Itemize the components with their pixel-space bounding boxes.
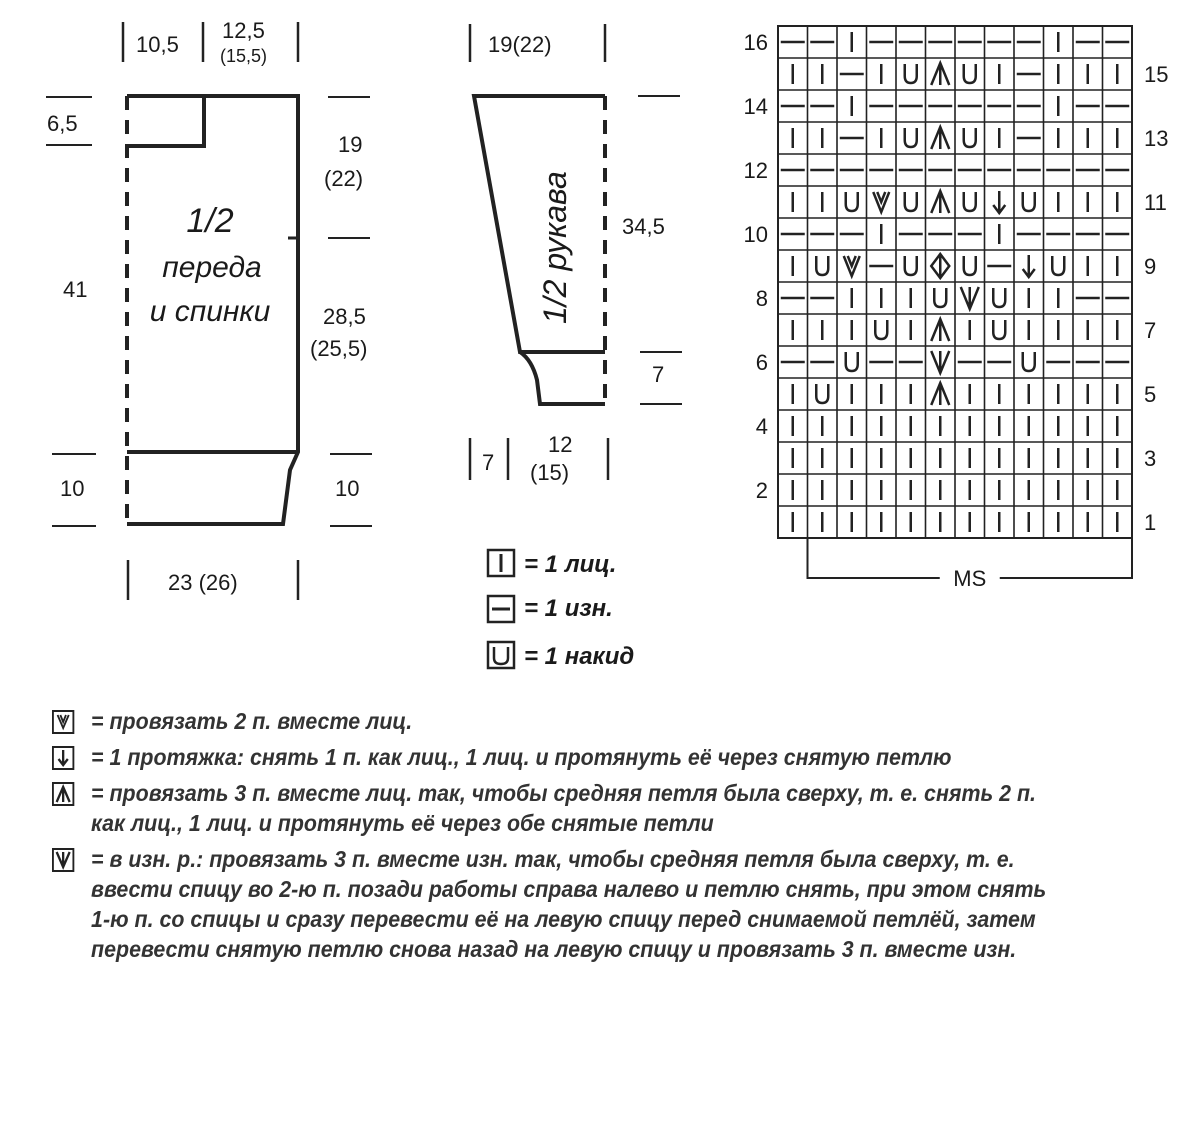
- note-k2tog-text: = провязать 2 п. вместе лиц.: [91, 708, 413, 734]
- row-number-left: 16: [743, 30, 768, 55]
- row-number-right: 9: [1144, 254, 1157, 279]
- legend-knit-text: = 1 лиц.: [524, 551, 617, 578]
- repeat-label: MS: [953, 566, 987, 591]
- row-number-right: 15: [1144, 62, 1169, 87]
- body-title-fraction: 1/2: [186, 202, 234, 240]
- legend-yarn-over: [488, 642, 634, 670]
- legend-purl-text: = 1 изн.: [524, 595, 613, 622]
- repeat-bracket-right: [1000, 538, 1132, 578]
- row-number-right: 11: [1144, 190, 1167, 215]
- row-number-right: 3: [1144, 446, 1157, 471]
- ssk-icon: [52, 746, 74, 770]
- row-number-right: 13: [1144, 126, 1169, 151]
- row-number-right: 5: [1144, 382, 1157, 407]
- k2tog-icon: [52, 710, 74, 734]
- body-left-height: 41: [63, 277, 88, 302]
- cdd-icon: [52, 782, 74, 806]
- sleeve-bottom-width: 12: [548, 432, 573, 457]
- row-number-left: 8: [755, 286, 768, 311]
- body-lower-right-height-alt: (25,5): [310, 336, 368, 361]
- legend-knit: [488, 550, 616, 578]
- body-upper-right-height: 19: [338, 132, 363, 157]
- sleeve-height: 34,5: [622, 214, 665, 239]
- row-number-left: 2: [755, 478, 768, 503]
- note-ssk: [52, 742, 1056, 772]
- stitch-chart: [744, 26, 1169, 591]
- body-lower-right-height: 28,5: [323, 304, 366, 329]
- body-upper-right-height-alt: (22): [324, 166, 364, 191]
- body-left-hem: 10: [60, 476, 85, 501]
- row-number-left: 6: [755, 350, 768, 375]
- sleeve-top-width: 19(22): [488, 32, 552, 57]
- note-cdd-text: = провязать 3 п. вместе лиц. так, чтобы средняя петля была сверху, т. е. снять 2 п. как лиц., 1 лиц. и протянуть её через обе снятые петли: [91, 780, 1036, 836]
- row-number-left: 14: [743, 94, 768, 119]
- symbol-legend: [488, 550, 634, 670]
- note-cdd-purl-text: = в изн. р.: провязать 3 п. вместе изн. так, чтобы средняя петля была сверху, т. е. ввести спицу во 2-ю п. позади работы справа налево и петлю снять, при этом снять 1-ю п. со спицы и сразу перевести её на левую спицу перед снимаемой петлёй, затем перевести снятую петлю снова назад на левую спицу и провязать 3 п. вместе изн.: [91, 846, 1047, 962]
- body-bottom-width: 23 (26): [168, 570, 238, 595]
- sleeve-title: 1/2 рукава: [537, 171, 573, 324]
- legend-yarn-over-text: = 1 накид: [524, 643, 635, 670]
- row-number-right: 7: [1144, 318, 1157, 343]
- note-ssk-text: = 1 протяжка: снять 1 п. как лиц., 1 лиц. и протянуть её через снятую петлю: [91, 744, 952, 770]
- row-number-right: 1: [1144, 510, 1157, 535]
- sleeve-schematic: [470, 24, 682, 485]
- row-number-left: 10: [743, 222, 768, 247]
- repeat-bracket-left: [808, 538, 940, 578]
- row-number-left: 4: [755, 414, 768, 439]
- note-cdd-purl: [52, 844, 1056, 964]
- body-top-right-width-alt: (15,5): [220, 46, 268, 66]
- row-number-left: 12: [743, 158, 768, 183]
- body-top-left-width: 10,5: [136, 32, 179, 57]
- body-top-right-width: 12,5: [222, 18, 265, 43]
- body-title-line3: и спинки: [149, 295, 271, 328]
- body-neck-depth: 6,5: [47, 111, 78, 136]
- note-cdd: [52, 778, 1056, 838]
- cdd-purl-icon: [52, 848, 74, 872]
- body-right-hem: 10: [335, 476, 360, 501]
- body-title-line2: переда: [162, 251, 262, 284]
- body-piece-schematic: [46, 18, 372, 600]
- sleeve-bottom-left: 7: [482, 450, 495, 475]
- legend-purl: [488, 595, 613, 622]
- sleeve-cuff-height: 7: [652, 362, 665, 387]
- stitch-notes: [52, 706, 1132, 970]
- sleeve-bottom-width-alt: (15): [530, 460, 570, 485]
- note-k2tog: [52, 706, 1056, 736]
